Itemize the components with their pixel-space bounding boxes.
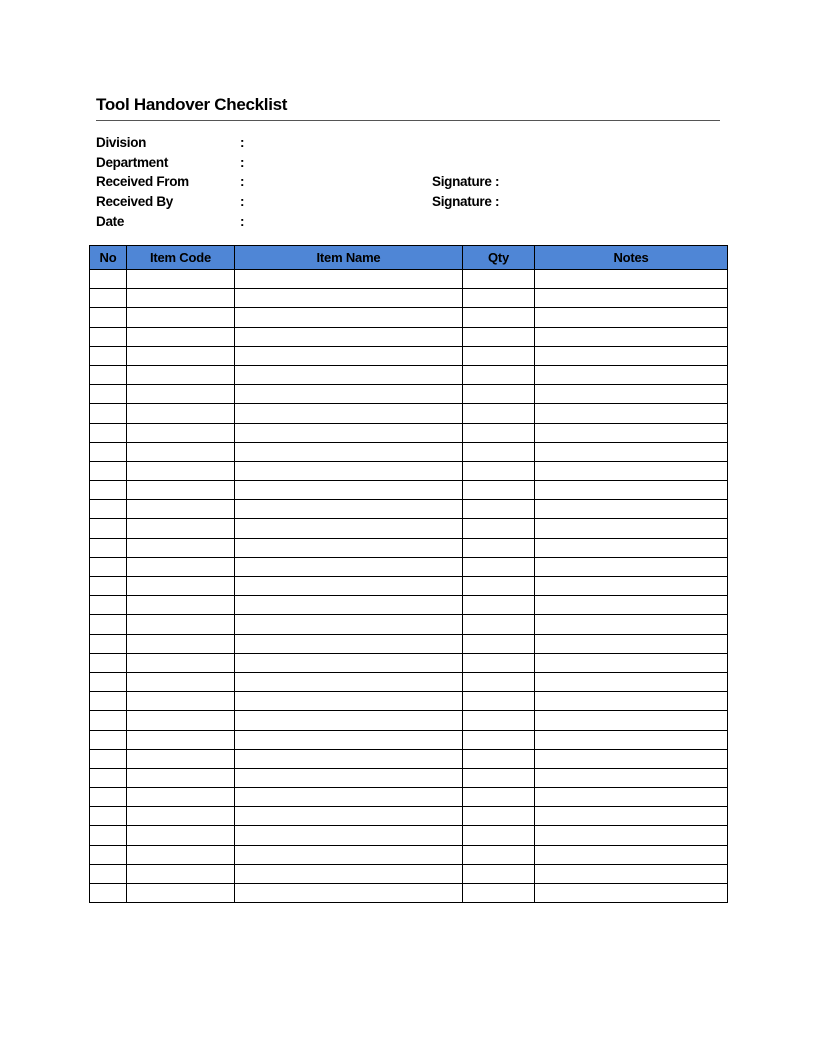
cell-no [90,557,127,576]
received-by-label: Received By [96,194,173,209]
department-colon: : [240,155,245,170]
table-body [90,270,728,903]
column-header-item-name: Item Name [235,246,463,270]
cell-no [90,596,127,615]
table-row [90,749,728,768]
cell-item-name [235,692,463,711]
cell-qty [463,864,535,883]
table-row [90,768,728,787]
table-row [90,423,728,442]
cell-item-code [127,423,235,442]
table-row [90,519,728,538]
column-header-item-code: Item Code [127,246,235,270]
cell-item-code [127,385,235,404]
cell-no [90,634,127,653]
cell-item-name [235,672,463,691]
cell-qty [463,845,535,864]
table-row [90,692,728,711]
cell-no [90,730,127,749]
cell-no [90,788,127,807]
title-divider [96,120,720,121]
cell-item-name [235,385,463,404]
cell-item-code [127,365,235,384]
received-from-signature-label: Signature : [432,174,500,189]
date-label: Date [96,214,125,229]
table-row [90,596,728,615]
cell-item-code [127,461,235,480]
cell-no [90,289,127,308]
cell-item-code [127,404,235,423]
table-row [90,538,728,557]
cell-item-name [235,308,463,327]
cell-notes [535,461,728,480]
cell-item-name [235,788,463,807]
table-row [90,730,728,749]
cell-item-name [235,615,463,634]
cell-notes [535,807,728,826]
cell-item-code [127,711,235,730]
cell-qty [463,442,535,461]
cell-qty [463,346,535,365]
table-row [90,346,728,365]
cell-item-name [235,270,463,289]
cell-notes [535,749,728,768]
cell-item-code [127,270,235,289]
cell-item-name [235,845,463,864]
cell-no [90,692,127,711]
cell-item-name [235,327,463,346]
table-row [90,634,728,653]
table-row [90,289,728,308]
cell-no [90,423,127,442]
cell-item-code [127,884,235,903]
cell-notes [535,692,728,711]
cell-item-code [127,653,235,672]
cell-item-code [127,596,235,615]
cell-qty [463,557,535,576]
column-header-no: No [90,246,127,270]
table-row [90,404,728,423]
cell-item-name [235,768,463,787]
cell-notes [535,730,728,749]
table-row [90,327,728,346]
cell-qty [463,672,535,691]
cell-no [90,884,127,903]
cell-item-code [127,577,235,596]
cell-item-code [127,826,235,845]
cell-qty [463,596,535,615]
received-by-signature-label: Signature : [432,194,500,209]
cell-notes [535,289,728,308]
cell-notes [535,768,728,787]
table-row [90,807,728,826]
cell-item-code [127,289,235,308]
cell-notes [535,788,728,807]
cell-qty [463,692,535,711]
cell-item-name [235,711,463,730]
cell-qty [463,308,535,327]
cell-qty [463,519,535,538]
cell-qty [463,538,535,557]
cell-item-code [127,538,235,557]
cell-qty [463,461,535,480]
cell-item-name [235,730,463,749]
cell-qty [463,768,535,787]
received-by-colon: : [240,194,245,209]
table-row [90,461,728,480]
cell-notes [535,634,728,653]
table-row [90,864,728,883]
cell-no [90,768,127,787]
cell-qty [463,634,535,653]
cell-item-name [235,442,463,461]
cell-item-code [127,864,235,883]
cell-item-code [127,768,235,787]
table-row [90,653,728,672]
division-colon: : [240,135,245,150]
date-colon: : [240,214,245,229]
table-header-row [90,246,728,270]
cell-item-name [235,634,463,653]
cell-item-name [235,749,463,768]
cell-notes [535,519,728,538]
cell-item-code [127,749,235,768]
cell-no [90,711,127,730]
cell-qty [463,577,535,596]
cell-item-name [235,577,463,596]
cell-no [90,270,127,289]
cell-no [90,481,127,500]
cell-notes [535,500,728,519]
table-row [90,557,728,576]
cell-notes [535,385,728,404]
cell-qty [463,289,535,308]
cell-no [90,461,127,480]
cell-no [90,404,127,423]
cell-item-name [235,538,463,557]
cell-item-name [235,365,463,384]
cell-notes [535,845,728,864]
table-row [90,884,728,903]
cell-notes [535,615,728,634]
cell-notes [535,864,728,883]
cell-notes [535,442,728,461]
cell-item-name [235,519,463,538]
cell-item-name [235,864,463,883]
cell-qty [463,500,535,519]
division-label: Division [96,135,147,150]
cell-item-code [127,672,235,691]
cell-item-code [127,346,235,365]
cell-no [90,500,127,519]
table-row [90,711,728,730]
column-header-qty: Qty [463,246,535,270]
table-row [90,481,728,500]
cell-no [90,845,127,864]
table-row [90,308,728,327]
cell-qty [463,404,535,423]
cell-item-code [127,481,235,500]
cell-qty [463,615,535,634]
cell-item-code [127,730,235,749]
cell-item-code [127,442,235,461]
cell-qty [463,327,535,346]
cell-item-code [127,327,235,346]
cell-qty [463,365,535,384]
cell-notes [535,711,728,730]
table-row [90,385,728,404]
cell-notes [535,327,728,346]
cell-item-name [235,500,463,519]
cell-item-code [127,692,235,711]
cell-no [90,385,127,404]
cell-item-name [235,596,463,615]
cell-item-code [127,500,235,519]
cell-notes [535,884,728,903]
cell-item-name [235,807,463,826]
handover-table [89,245,728,903]
cell-no [90,653,127,672]
table-row [90,615,728,634]
cell-no [90,615,127,634]
cell-qty [463,711,535,730]
table-row [90,500,728,519]
cell-qty [463,481,535,500]
received-from-label: Received From [96,174,189,189]
cell-item-name [235,404,463,423]
cell-item-name [235,481,463,500]
cell-item-name [235,346,463,365]
cell-qty [463,730,535,749]
cell-notes [535,481,728,500]
column-header-notes: Notes [535,246,728,270]
cell-item-code [127,557,235,576]
cell-item-code [127,308,235,327]
cell-qty [463,385,535,404]
cell-item-name [235,826,463,845]
cell-notes [535,404,728,423]
table-row [90,788,728,807]
table-row [90,577,728,596]
cell-qty [463,884,535,903]
cell-no [90,807,127,826]
cell-item-name [235,557,463,576]
cell-no [90,864,127,883]
cell-no [90,577,127,596]
table-row [90,442,728,461]
cell-item-name [235,461,463,480]
table-row [90,672,728,691]
table-row [90,826,728,845]
cell-notes [535,653,728,672]
cell-qty [463,270,535,289]
cell-no [90,308,127,327]
table-row [90,845,728,864]
cell-item-code [127,788,235,807]
table-row [90,270,728,289]
cell-no [90,538,127,557]
cell-item-code [127,807,235,826]
cell-notes [535,270,728,289]
cell-qty [463,788,535,807]
cell-item-name [235,289,463,308]
table-row [90,365,728,384]
cell-qty [463,749,535,768]
cell-item-code [127,845,235,864]
cell-notes [535,557,728,576]
cell-qty [463,423,535,442]
cell-no [90,672,127,691]
cell-notes [535,538,728,557]
cell-item-code [127,519,235,538]
cell-qty [463,807,535,826]
cell-notes [535,308,728,327]
cell-notes [535,672,728,691]
cell-no [90,346,127,365]
cell-item-name [235,884,463,903]
cell-no [90,365,127,384]
cell-notes [535,423,728,442]
received-from-colon: : [240,174,245,189]
cell-item-name [235,423,463,442]
cell-item-code [127,634,235,653]
cell-no [90,826,127,845]
cell-no [90,327,127,346]
cell-notes [535,826,728,845]
document-title: Tool Handover Checklist [96,95,288,114]
cell-item-code [127,615,235,634]
cell-notes [535,596,728,615]
cell-qty [463,826,535,845]
cell-item-name [235,653,463,672]
cell-no [90,519,127,538]
cell-no [90,442,127,461]
cell-notes [535,365,728,384]
cell-qty [463,653,535,672]
cell-notes [535,346,728,365]
cell-notes [535,577,728,596]
cell-no [90,749,127,768]
department-label: Department [96,155,169,170]
